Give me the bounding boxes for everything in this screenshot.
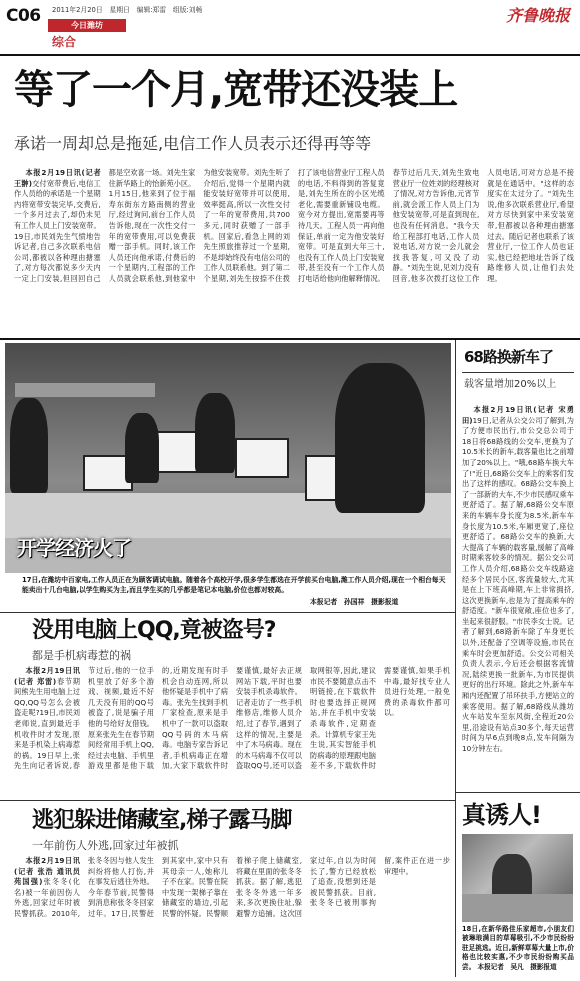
qq-subhead: 都是手机病毒惹的祸 bbox=[32, 649, 131, 662]
lead-rule bbox=[0, 338, 580, 340]
fugitive-text: 张冬冬(化名)被一年前因伤人外逃,回家过年时被民警抓获。2010年,张冬冬因与他人发生纠纷将他人打伤,并在事发后逃往外地。今年春节前,民警得到消息称张冬冬回家过年。17日,民警赶到其家中,家中只有其母亲一人,她称儿子不在家。民警在院中发现一架梯子靠在储藏室的墙边,引起民警的怀疑。民警顺着梯子爬上储藏室,将藏在里面的张冬冬抓获。据了解,逃犯张冬冬外逃一年多来,多次更换住址,躲避警方追捕。这次回家过年,自以为时间长了,警方已经放松了追查,没想到还是被民警抓获。目前,张冬冬已被刑事拘留,案件正在进一步审理中。 bbox=[14, 856, 450, 918]
qq-byline: 本报2月19日讯(记者 郑雷) bbox=[14, 666, 80, 686]
qq-text: 春节期间熊先生用电脑上过QQ,QQ号怎么会被盗走呢?19日,市民刘老师说,直到最近手机收件时才发现,原来是手机染上病毒惹的祸。19日早上,张先生向记者诉说,春节过后,他的一位手机里放了好多个游戏、视频,最近不好几天没有用的QQ号被盗了,说是骗子用他的号给好友借钱。原来张先生在春节期间经常用手机上QQ,经过去电脑、手机里游戏里都是他下载的,近期发现有时手机会自动连网,所以他怀疑是手机中了病毒。张先生找到手机厂家检查,原来是手机中了一款可以盗取QQ号码的木马病毒。电脑专家告诉记者,手机病毒正在增加,大家下载软件时要谨慎,最好去正规网站下载,平时也要安装手机杀毒软件。记者走访了一些手机维修店,维修人员介绍,过了春节,遇到了这样的情况,主要是中了木马病毒。现在的木马病毒不仅可以盗取QQ号,还可以盗取网银等,因此,建议市民不要随意点击不明链接,在下载软件时也要选择正规网站,并在手机中安装杀毒软件,定期查杀。计算机专家王先生说,其实智能手机防病毒的原理跟电脑差不多,下载软件时需要谨慎,如果手机中毒,最好找专业人员进行处理,一般免费的杀毒软件都可以。 bbox=[14, 666, 450, 771]
electronics-store-photo bbox=[5, 343, 451, 573]
strawberry-caption-text: 18日,在新华路佳乐家超市,小朋友们被琳琅满目的草莓吸引,不少市民纷纷驻足挑选。近日,新鲜草莓大量上市,价格也比较实惠,不少市民纷纷购买品尝。 bbox=[462, 925, 574, 971]
page-code: C06 bbox=[6, 6, 41, 26]
fugitive-body bbox=[14, 856, 450, 978]
bus-text: 19日,记者从公交公司了解到,为了方便市民出行,市公交总公司于18日将68路线的公交车,更换为了10.5米长的新车,载客量也比之前增加了20%以上。"哦,68路车换大车了!"近日,68路公交车上的乘客们发出了这样的感叹。68路公交车换上了一部新的大车,不少市民感叹乘车更舒适了。据了解,68路公交车原来的车辆车身长度为8.5米,新车车身长度为10.5米,车厢更宽了,座位更舒适了。68路公交车的换新,大大提高了车辆的载客量,缓解了高峰时期乘客较多的情况。据公交公司工作人员介绍,68路公交车线路途经多个居民小区,客流量较大,尤其是在上下班高峰期,车上非常拥挤,这次更换新车,也是为了提高乘车的舒适度。"新车很宽敞,座位也多了,坐起来很舒服。"市民李女士说。记者了解到,68路新车除了车身更长以外,还配备了空调等设施,市民在乘车时会更加舒适。公交公司相关负责人表示,今后还会根据客流情况,陆续更换一批新车,为市民提供更好的出行环境。除此之外,新车车厢内还配置了吊环扶手,方便站立的乘客使用。据了解,68路线从潍坊火车站发车至东风街,全程近20公里,沿途设有站点30多个,每天运营时间为早6点到晚8点,发车间隔为10分钟左右。 bbox=[462, 415, 574, 753]
lead-body bbox=[14, 168, 574, 334]
bus-headline: 68路换新车了 bbox=[464, 348, 553, 366]
photo-caption: 17日,在潍坊中百家电,工作人员正在为顾客调试电脑。随着各个高校开学,很多学生都选在开学前买台电脑,潍工作人员介绍,现在一个相台每天能卖出十几台电脑,以学生购买为主,而且学生买的几乎都是笔记本电脑,价位也都对较高。 bbox=[22, 576, 446, 594]
qq-headline: 没用电脑上QQ,竟被盗号? bbox=[32, 618, 276, 643]
bus-subhead: 载客量增加20%以上 bbox=[464, 379, 557, 390]
newspaper-logo: 齐鲁晚报 bbox=[505, 6, 570, 25]
strawberry-headline: 真诱人! bbox=[462, 801, 541, 829]
lead-subhead: 承诺一周却总是拖延,电信工作人员表示还得再等等 bbox=[14, 134, 372, 153]
lead-headline: 等了一个月,宽带还没装上 bbox=[14, 67, 458, 113]
column-divider bbox=[455, 340, 456, 977]
lead-byline: 本报2月19日讯(记者 王翀) bbox=[14, 168, 101, 188]
fugitive-headline: 逃犯躲进储藏室,梯子露马脚 bbox=[32, 808, 292, 833]
fugitive-subhead: 一年前伤人外逃,回家过年被抓 bbox=[32, 839, 179, 852]
bus-rule bbox=[462, 372, 574, 373]
bus-bottom-rule bbox=[456, 792, 580, 793]
strawberry-photo bbox=[462, 834, 573, 922]
column-tag: 今日潍坊 bbox=[48, 19, 126, 32]
strawberry-caption bbox=[462, 925, 574, 972]
photo-overlay-title: 开学经济火了 bbox=[17, 536, 131, 560]
strawberry-credit: 本报记者 吴凡 摄影报道 bbox=[477, 962, 557, 971]
photo-rule bbox=[0, 612, 455, 613]
qq-body bbox=[14, 666, 450, 794]
date-line: 2011年2月20日 星期日 编辑:郑雷 组版:刘畅 bbox=[52, 6, 203, 14]
bus-byline: 本报2月19日讯(记者 宋勇田) bbox=[462, 405, 574, 425]
qq-rule bbox=[0, 800, 455, 801]
section-title: 综合 bbox=[52, 35, 77, 49]
photo-credit: 本报记者 孙国祥 摄影报道 bbox=[310, 598, 399, 606]
bus-body bbox=[462, 405, 574, 785]
lead-text: 交付宽带费后,电信工作人员给的承诺是一个星期内将宽带安装完毕,交费后,一个多月过去了,却仍未见有工作人员上门安装宽带。19日,市民刘先生气愤地告诉记者,自己多次联系电信公司,都被以各种理由搪塞了,对方每次都说多少天内一定上门安装,但回回自己都是空欢喜一场。刘先生家住新华路上的怡新苑小区。1月15日,他来到了位于福寿东街东方路南侧的营业厅,经过询问,前台工作人员告诉他,现在一次性交付一年的宽带费用,可以免费获赠一部手机。同时,该工作人员还向他承诺,付费后的一个星期内,工程部的工作人员就会联系他,到他家中为他安装宽带。刘先生听了介绍后,觉得一个星期内就能安装好宽带并可以使用,效率挺高,所以一次性交付了一年的宽带费用,共700多元,同时获赠了一部手机。回家后,看急上网的刘先生照旅推荐过一个星期,不是却始终没有电信公司的工作人员联系他。到了第二个星期,刘先生按捺不住拨打了该电信营业厅工程人员的电话,不料得到的答复竟是,刘先生所在的小区光缆老化,需要重新铺设电缆。宽今对方提出,宽需要再等待几天。工程人员一再向他保证,单前一定为他安装好宽带。可是直到大年三十,也没有工作人员上门安装宽带,甚至没有一个工作人员打电话给他向他解释情况。春节过后几天,刘先生致电营业厅一位姓刘的经理核对了情况,对方告诉他,元宵节前,就会派工作人员上门为他安装宽带,可是直到现在,也没有任何消息。"我今天给工程部打电话,工作人员说电话,对方说一会儿就会找我答复,可又没了动静。"刘先生说,见刘力没有回音,他多次拨打这位工作人员电话,可对方总是不接就是在通话中。"这样的态度实在太过分了。"刘先生说,他多次联系营业厅,希望对方尽快到家中来安装宽带,但都被以各种理由搪塞过去。随后记者也联系了该营业厅,一位工作人员也证实,他已经把地址告诉了线路维修人员,让他们去处理。 bbox=[14, 168, 574, 283]
header-rule bbox=[0, 54, 580, 56]
fugitive-byline: 本报2月19日讯(记者 张浩 通讯员 苑国强) bbox=[14, 856, 80, 887]
